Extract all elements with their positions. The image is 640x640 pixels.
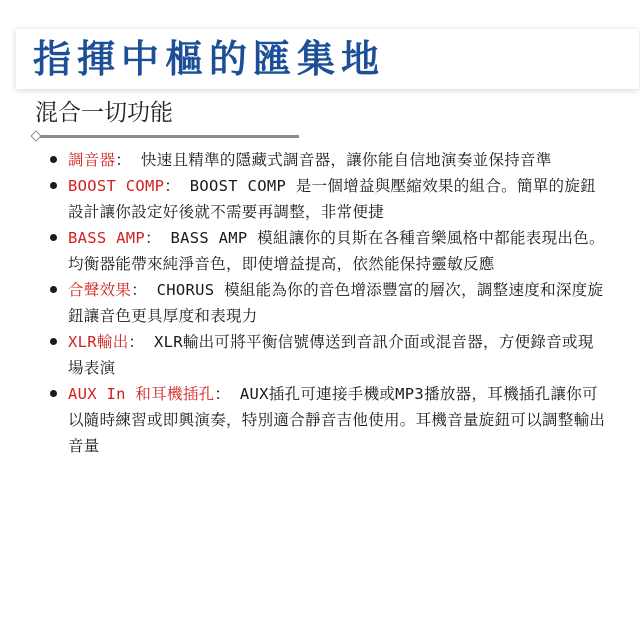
bullet-icon xyxy=(50,156,57,163)
feature-item-boost-comp xyxy=(48,173,608,225)
diamond-icon xyxy=(30,130,41,141)
feature-item-chorus xyxy=(48,277,608,329)
feature-description: BASS AMP 模組讓你的貝斯在各種音樂風格中都能表現出色。均衡器能帶來純淨音色，即使增益提高，依然能保持靈敏反應 xyxy=(68,229,605,273)
feature-description: CHORUS 模組能為你的音色增添豐富的層次，調整速度和深度旋鈕讓音色更具厚度和表現力 xyxy=(68,281,604,325)
feature-item-bass-amp xyxy=(48,225,608,277)
feature-name: XLR輸出 xyxy=(68,333,129,351)
feature-list xyxy=(48,147,608,459)
feature-separator: ： xyxy=(164,177,190,195)
feature-name: 合聲效果 xyxy=(68,281,132,299)
bullet-icon xyxy=(50,338,57,345)
feature-description: AUX插孔可連接手機或MP3播放器，耳機插孔讓你可以隨時練習或即興演奏，特別適合靜音吉他使用。耳機音量旋鈕可以調整輸出音量 xyxy=(68,385,606,455)
feature-item-tuner xyxy=(48,147,608,173)
feature-name: 調音器 xyxy=(68,151,116,169)
feature-description: 快速且精準的隱藏式調音器，讓你能自信地演奏並保持音準 xyxy=(140,151,552,169)
feature-description: XLR輸出可將平衡信號傳送到音訊介面或混音器，方便錄音或現場表演 xyxy=(68,333,594,377)
feature-name: AUX In 和耳機插孔 xyxy=(68,385,215,403)
feature-separator: ： xyxy=(128,333,154,351)
feature-separator: ： xyxy=(214,385,240,403)
bullet-icon xyxy=(50,182,57,189)
feature-name: BASS AMP xyxy=(68,229,146,247)
feature-item-aux-headphone xyxy=(48,381,608,459)
divider-line xyxy=(37,135,299,138)
feature-item-xlr-output xyxy=(48,329,608,381)
feature-separator: ： xyxy=(145,229,171,247)
feature-separator: ： xyxy=(131,281,157,299)
feature-description: BOOST COMP 是一個增益與壓縮效果的組合。簡單的旋鈕設計讓你設定好後就不需要再調整，非常便捷 xyxy=(68,177,596,221)
bullet-icon xyxy=(50,286,57,293)
section-subtitle: 混合一切功能 xyxy=(35,100,173,126)
bullet-icon xyxy=(50,390,57,397)
feature-separator: ： xyxy=(115,151,141,169)
bullet-icon xyxy=(50,234,57,241)
section-divider xyxy=(31,132,299,142)
title-banner xyxy=(16,29,639,89)
page-title: 指揮中樞的匯集地 xyxy=(33,37,386,81)
feature-name: BOOST COMP xyxy=(68,177,165,195)
